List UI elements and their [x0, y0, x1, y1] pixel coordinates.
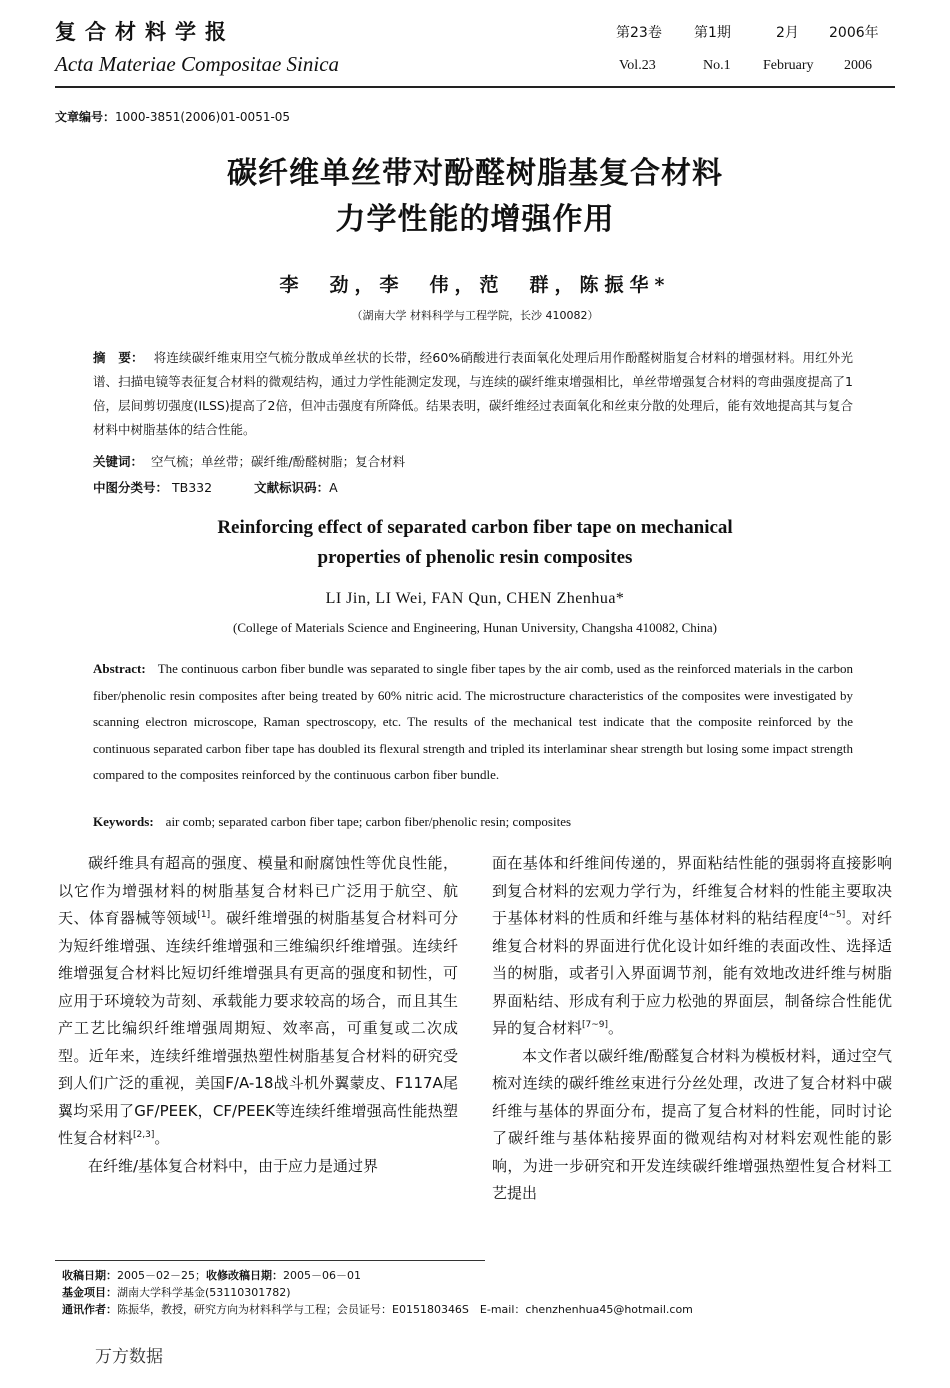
volume-en: Vol.23 [619, 58, 656, 73]
body-text: 碳纤维具有超高的强度、模量和耐腐蚀性等优良性能，以它作为增强材料的树脂基复合材料已广泛用于航空、航天、体育器械等领域 [58, 854, 458, 927]
body-column-left [58, 850, 458, 1180]
keywords-en [93, 814, 571, 830]
abstract-en [93, 656, 853, 789]
footnote-received [62, 1267, 693, 1284]
body-paragraph: 本文作者以碳纤维/酚醛复合材料为模板材料，通过空气梳对连续的碳纤维丝束进行分丝处理，改进了复合材料中碳纤维与基体的界面分布，提高了复合材料的性能，同时讨论了碳纤维与基体粘接界面的微观结构对材料宏观性能的影响，为进一步研究和开发连续碳纤维增强热塑性复合材料工艺提出 [492, 1046, 892, 1202]
journal-title-en: Acta Materiae Compositae Sinica [55, 52, 340, 76]
authors-en: LI Jin, LI Wei, FAN Qun, CHEN Zhenhua* [325, 590, 625, 607]
month-cn: 2月 [776, 25, 799, 41]
title-en-line2: properties of phenolic resin composites [317, 547, 633, 568]
year-en: 2006 [844, 58, 872, 73]
received-label: 收稿日期： [62, 1269, 117, 1282]
abstract-en-text: The continuous carbon fiber bundle was separated to single fiber tapes by the air comb, used as the reinforced materials in the carbon fiber/phenolic resin composites after being treated by 60% nitric acid. The microstructure characteristics of the composites were investigated by scanning electron microscope, Raman spectroscopy, etc. The results of the mechanical test indicate that the composite reinforced by the continuous separated carbon fiber tape has doubled its flexural strength and tripled its interlaminar shear strength but losing some impact strength compared to the composites reinforced by the continuous carbon fiber bundle. [93, 661, 853, 782]
month-en: February [763, 58, 814, 73]
abstract-cn [93, 346, 853, 442]
classification-label: 中图分类号： [93, 480, 169, 495]
affiliation-cn: （湖南大学 材料科学与工程学院，长沙 410082） [351, 309, 599, 322]
title-cn-line1: 碳纤维单丝带对酚醛树脂基复合材料 [227, 156, 723, 191]
keywords-en-text: air comb; separated carbon fiber tape; carbon fiber/phenolic resin; composites [165, 814, 572, 829]
article-number-label: 文章编号： [55, 110, 116, 124]
footnote-corresponding [62, 1301, 693, 1318]
body-text: 。 [608, 1019, 624, 1037]
title-en-line1: Reinforcing effect of separated carbon fiber tape on mechanical [217, 517, 733, 538]
corresponding-label: 通讯作者： [62, 1303, 117, 1316]
body-column-right [492, 850, 892, 1208]
citation: [7~9] [582, 1020, 609, 1030]
authors-cn: 李 劲，李 伟，范 群，陈振华* [279, 274, 671, 296]
body-paragraph [58, 850, 458, 1153]
body-text: 面在基体和纤维间传递的，界面粘结性能的强弱将直接影响到复合材料的宏观力学行为，纤维复合材料的性能主要取决于基体材料的性质和纤维与基体材料的粘结程度 [492, 854, 892, 927]
fund-value: 湖南大学科学基金(53110301782) [117, 1286, 291, 1299]
citation: [1] [197, 910, 211, 920]
header-rule [55, 86, 895, 88]
affiliation-en: (College of Materials Science and Engineering, Hunan University, Changsha 410082, China) [232, 620, 717, 635]
corresponding-value: 陈振华，教授，研究方向为材料科学与工程；会员证号：E015180346S E-mail：chenzhenhua45@hotmail.com [117, 1303, 693, 1316]
received-value: 2005－02－25； [117, 1269, 206, 1282]
abstract-en-label: Abstract: [93, 661, 146, 676]
keywords-cn-text: 空气梳；单丝带；碳纤维/酚醛树脂；复合材料 [150, 454, 406, 469]
revised-label: 收修改稿日期： [206, 1269, 283, 1282]
year-cn: 2006年 [829, 25, 879, 41]
footnotes [62, 1267, 693, 1318]
article-number-value: 1000-3851(2006)01-0051-05 [115, 110, 291, 124]
doc-code-label: 文献标识码： [254, 480, 330, 495]
footnote-rule [55, 1260, 485, 1261]
issue-cn: 第1期 [694, 25, 731, 41]
doc-code-value: A [329, 480, 338, 495]
body-paragraph: 在纤维/基体复合材料中，由于应力是通过界 [88, 1156, 379, 1175]
citation: [4~5] [819, 910, 846, 920]
body-text: 。碳纤维增强的树脂基复合材料可分为短纤维增强、连续纤维增强和三维编织纤维增强。连续纤维增强复合材料比短切纤维增强具有更高的强度和韧性，可应用于环境较为苛刻、承载能力要求较高的场合，而且其生产工艺比编织纤维增强周期短、效率高，可重复或二次成型。近年来，连续纤维增强热塑性树脂基复合材料的研究受到人们广泛的重视，美国F/A-18战斗机外翼蒙皮、F117A尾翼均采用了GF/PEEK，CF/PEEK等连续纤维增强高性能热塑性复合材料 [58, 909, 458, 1147]
title-cn-line2: 力学性能的增强作用 [335, 202, 615, 237]
classification-cn [93, 478, 338, 496]
volume-cn: 第23卷 [616, 25, 662, 41]
keywords-cn-label: 关键词： [93, 454, 144, 469]
watermark-text: 万方数据 [95, 1347, 163, 1367]
keywords-en-label: Keywords: [93, 814, 154, 829]
article-number [55, 108, 290, 125]
body-paragraph [492, 850, 892, 1043]
abstract-cn-text: 将连续碳纤维束用空气梳分散成单丝状的长带，经60%硝酸进行表面氧化处理后用作酚醛树脂复合材料的增强材料。用红外光谱、扫描电镜等表征复合材料的微观结构，通过力学性能测定发现，与连续的碳纤维束增强相比，单丝带增强复合材料的弯曲强度提高了1倍，层间剪切强度(ILSS)提高了2倍，但冲击强度有所降低。结果表明，碳纤维经过表面氧化和丝束分散的处理后，能有效地提高其与复合材料中树脂基体的结合性能。 [93, 350, 853, 437]
footnote-fund [62, 1284, 693, 1301]
issue-en: No.1 [703, 58, 731, 73]
revised-value: 2005－06－01 [283, 1269, 361, 1282]
citation: [2,3] [133, 1130, 155, 1140]
body-text: 。对纤维复合材料的界面进行优化设计如纤维的表面改性、选择适当的树脂，或者引入界面调节剂，能有效地改进纤维与树脂界面粘结、形成有利于应力松弛的界面层，制备综合性能优异的复合材料 [492, 909, 892, 1037]
fund-label: 基金项目： [62, 1286, 117, 1299]
abstract-cn-label: 摘 要： [93, 350, 144, 365]
classification-value: TB332 [172, 480, 213, 495]
body-text: 。 [154, 1129, 170, 1147]
journal-title-cn: 复合材料学报 [55, 19, 235, 44]
keywords-cn [93, 452, 405, 470]
